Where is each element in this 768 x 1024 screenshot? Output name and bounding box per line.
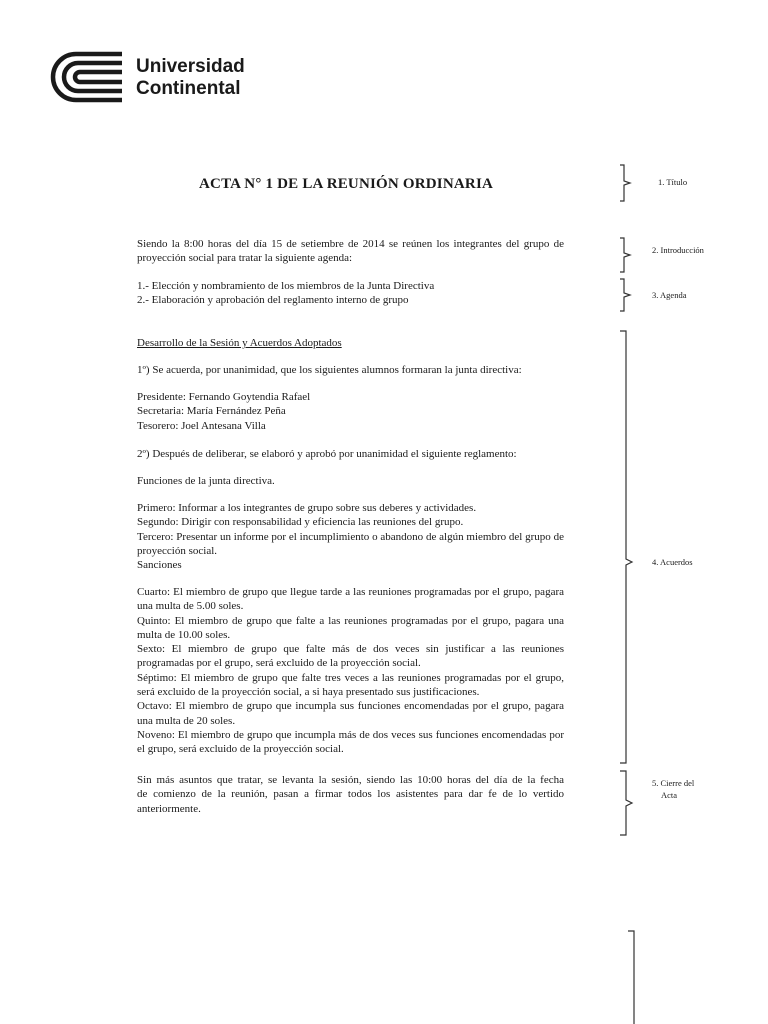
sancion-item: Quinto: El miembro de grupo que falte a las reuniones programadas por el grupo, pagara una multa de 10.00 soles. bbox=[137, 614, 564, 641]
closing-line: de comienzo de la reunión, pasan a firmar todos los asistentes para dar fe de lo vertido bbox=[137, 788, 564, 801]
sancion-item: Sexto: El miembro de grupo que falte más de dos veces sin justificar a las reuniones programadas por el grupo, será excluido de la proyección social. bbox=[137, 643, 564, 670]
funciones-list bbox=[137, 501, 564, 572]
sanciones-list bbox=[137, 585, 564, 757]
sancion-item: Noveno: El miembro de grupo que incumpla más de dos veces sus funciones encomendadas por el grupo, será excluido de la proyección social. bbox=[137, 728, 564, 756]
sancion-item: Séptimo: El miembro de grupo que falte tres veces a las reuniones programadas por el grupo, será excluido de la proyección social, a si haya presentado sus justificaciones. bbox=[137, 671, 564, 699]
agenda-item: 2.- Elaboración y aprobación del reglamento interno de grupo bbox=[137, 294, 409, 307]
logo-line-2: Continental bbox=[136, 78, 241, 99]
cierre-brace-icon bbox=[618, 770, 634, 836]
closing-paragraph bbox=[137, 773, 564, 816]
acuerdo-1: 1º) Se acuerda, por unanimidad, que los siguientes alumnos formaran la junta directiva: bbox=[137, 364, 522, 376]
funcion-item: Tercero: Presentar un informe por el incumplimiento o abandono de algún miembro del grupo de proyección social. bbox=[137, 530, 564, 557]
label-titulo: 1. Título bbox=[658, 177, 688, 187]
agenda-brace-icon bbox=[618, 278, 634, 312]
document-title: ACTA N° 1 DE LA REUNIÓN ORDINARIA bbox=[199, 176, 494, 192]
label-acuerdos: 4. Acuerdos bbox=[652, 557, 693, 567]
acuerdos-brace-icon bbox=[618, 330, 634, 764]
section-heading: Desarrollo de la Sesión y Acuerdos Adoptados bbox=[137, 337, 342, 349]
sanciones-heading: Sanciones bbox=[137, 559, 182, 572]
closing-line: Sin más asuntos que tratar, se levanta la sesión, siendo las 10:00 horas del día de la fecha bbox=[137, 774, 564, 786]
university-logo-text bbox=[136, 56, 245, 100]
label-cierre bbox=[652, 777, 694, 801]
board-member: Secretaria: María Fernández Peña bbox=[137, 405, 286, 418]
agenda-list bbox=[137, 279, 564, 308]
board-member: Presidente: Fernando Goytendia Rafael bbox=[137, 391, 311, 403]
funcion-item: Segundo: Dirigir con responsabilidad y eficiencia las reuniones del grupo. bbox=[137, 516, 464, 529]
label-introduccion: 2. Introducción bbox=[652, 245, 704, 255]
closing-line: anteriormente. bbox=[137, 802, 201, 815]
title-brace-icon bbox=[618, 164, 634, 202]
university-logo-icon bbox=[50, 50, 124, 104]
sancion-item: Cuarto: El miembro de grupo que llegue tarde a las reuniones programadas por el grupo, pagara una multa de 5.00 soles. bbox=[137, 586, 564, 613]
next-section-brace-icon bbox=[626, 930, 638, 1024]
acuerdo-2: 2º) Después de deliberar, se elaboró y aprobó por unanimidad el siguiente reglamento: bbox=[137, 448, 517, 460]
logo-line-1: Universidad bbox=[136, 56, 245, 77]
board-members bbox=[137, 390, 564, 433]
label-cierre-line-1: 5. Cierre del bbox=[652, 778, 695, 788]
introduction-brace-icon bbox=[618, 237, 634, 273]
agenda-item: 1.- Elección y nombramiento de los miembros de la Junta Directiva bbox=[137, 280, 435, 292]
label-agenda: 3. Agenda bbox=[652, 290, 687, 300]
funciones-heading: Funciones de la junta directiva. bbox=[137, 475, 275, 487]
introduction-paragraph: Siendo la 8:00 horas del día 15 de setiembre de 2014 se reúnen los integrantes del grupo de proyección social para tratar la siguiente agenda: bbox=[137, 238, 564, 265]
board-member: Tesorero: Joel Antesana Villa bbox=[137, 419, 266, 432]
label-cierre-line-2: Acta bbox=[661, 790, 678, 800]
funcion-item: Primero: Informar a los integrantes de grupo sobre sus deberes y actividades. bbox=[137, 502, 477, 514]
sancion-item: Octavo: El miembro de grupo que incumpla sus funciones encomendadas por el grupo, pagara una multa de 20 soles. bbox=[137, 700, 564, 727]
